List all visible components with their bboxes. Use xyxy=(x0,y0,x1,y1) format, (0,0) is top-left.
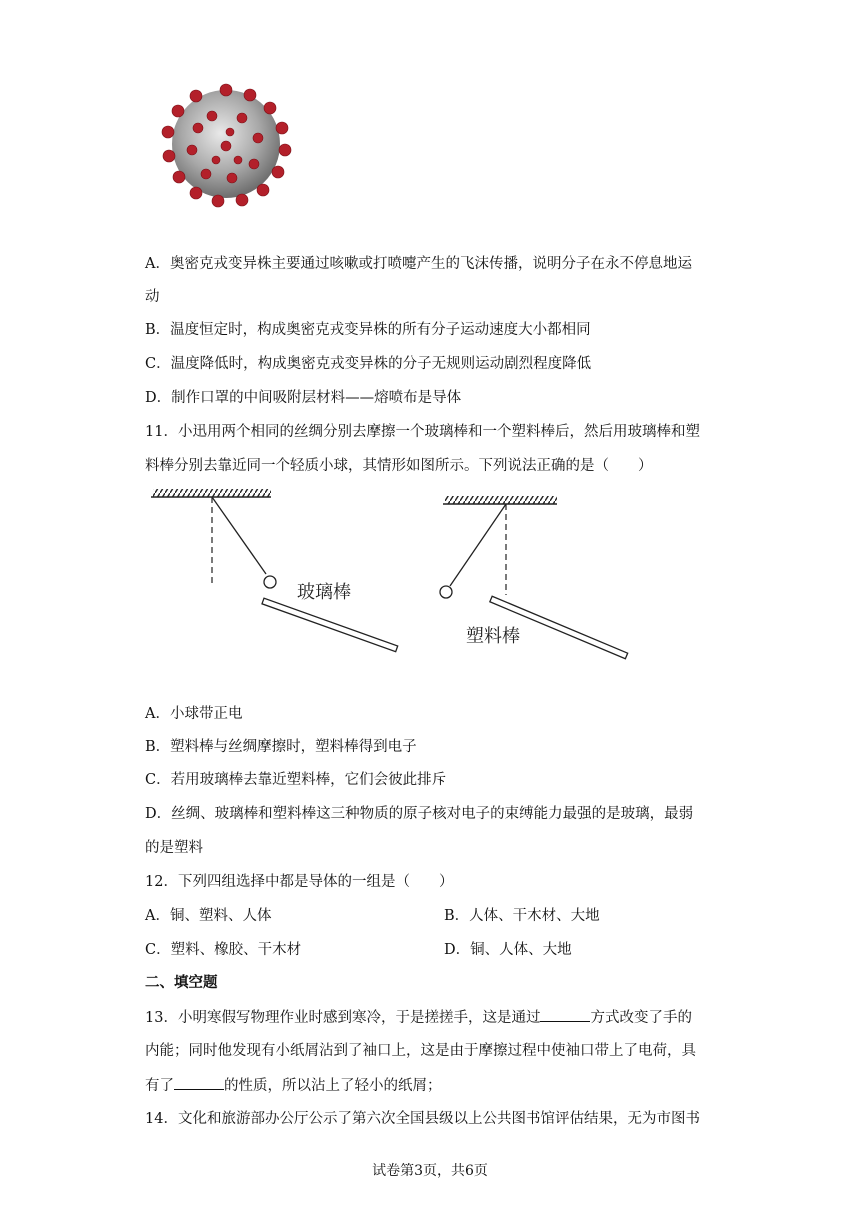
q13-line3 xyxy=(145,1075,442,1096)
q12-option-b: B．人体、干木材、大地 xyxy=(444,908,600,924)
q14-line1: 14．文化和旅游部办公厅公示了第六次全国县级以上公共图书馆评估结果，无为市图书 xyxy=(145,1111,700,1127)
q13-line3-text-b: 的性质，所以沾上了轻小的纸屑； xyxy=(224,1078,442,1094)
q11-option-c: C．若用玻璃棒去靠近塑料棒，它们会彼此排斥 xyxy=(145,772,447,788)
q11-option-b: B．塑料棒与丝绸摩擦时，塑料棒得到电子 xyxy=(145,739,417,755)
virus-image xyxy=(146,80,310,208)
q10-option-b: B．温度恒定时，构成奥密克戎变异株的所有分子运动速度大小都相同 xyxy=(145,322,591,338)
q10-option-a-line2: 动 xyxy=(145,289,160,305)
label-glass-rod: 玻璃棒 xyxy=(297,582,351,602)
left-string xyxy=(212,497,266,574)
q10-option-d: D．制作口罩的中间吸附层材料——熔喷布是导体 xyxy=(145,390,462,406)
page-footer: 试卷第3页，共6页 xyxy=(372,1163,488,1179)
q11-stem-line1: 11．小迅用两个相同的丝绸分别去摩擦一个玻璃棒和一个塑料棒后，然后用玻璃棒和塑 xyxy=(145,424,700,440)
q11-option-d-line2: 的是塑料 xyxy=(145,840,203,856)
right-ball xyxy=(440,586,452,598)
q13-line1-text-a: 13．小明寒假写物理作业时感到寒冷，于是搓搓手，这是通过 xyxy=(145,1010,541,1026)
q11-stem-line2: 料棒分别去靠近同一个轻质小球，其情形如图所示。下列说法正确的是（ ） xyxy=(145,458,653,474)
left-ball xyxy=(264,576,276,588)
right-string xyxy=(450,504,506,586)
q12-option-c: C．塑料、橡胶、干木材 xyxy=(145,942,302,958)
q11-option-a: A．小球带正电 xyxy=(145,706,243,722)
right-ceiling-hatch xyxy=(445,496,557,504)
q10-option-a-line1: A．奥密克戎变异株主要通过咳嗽或打喷嚏产生的飞沫传播，说明分子在永不停息地运 xyxy=(145,256,692,272)
glass-rod xyxy=(262,598,398,652)
q12-stem: 12．下列四组选择中都是导体的一组是（ ） xyxy=(145,874,454,890)
left-ceiling-hatch xyxy=(153,489,271,497)
q13-line3-text-a: 有了 xyxy=(145,1078,174,1094)
q13-line1 xyxy=(145,1007,692,1028)
q10-option-c: C．温度降低时，构成奥密克戎变异株的分子无规则运动剧烈程度降低 xyxy=(145,356,592,372)
label-plastic-rod: 塑料棒 xyxy=(466,626,520,646)
q12-option-a: A．铜、塑料、人体 xyxy=(145,908,272,924)
charged-rods-figure xyxy=(145,485,635,660)
q13-blank-2[interactable] xyxy=(174,1075,224,1090)
q11-option-d-line1: D．丝绸、玻璃棒和塑料棒这三种物质的原子核对电子的束缚能力最强的是玻璃，最弱 xyxy=(145,806,694,822)
q13-blank-1[interactable] xyxy=(540,1007,590,1022)
section-title: 二、填空题 xyxy=(145,974,218,991)
q13-line2: 内能；同时他发现有小纸屑沾到了袖口上，这是由于摩擦过程中使袖口带上了电荷，具 xyxy=(145,1043,696,1059)
q12-option-d: D．铜、人体、大地 xyxy=(444,942,572,958)
q13-line1-text-b: 方式改变了手的 xyxy=(590,1010,692,1026)
